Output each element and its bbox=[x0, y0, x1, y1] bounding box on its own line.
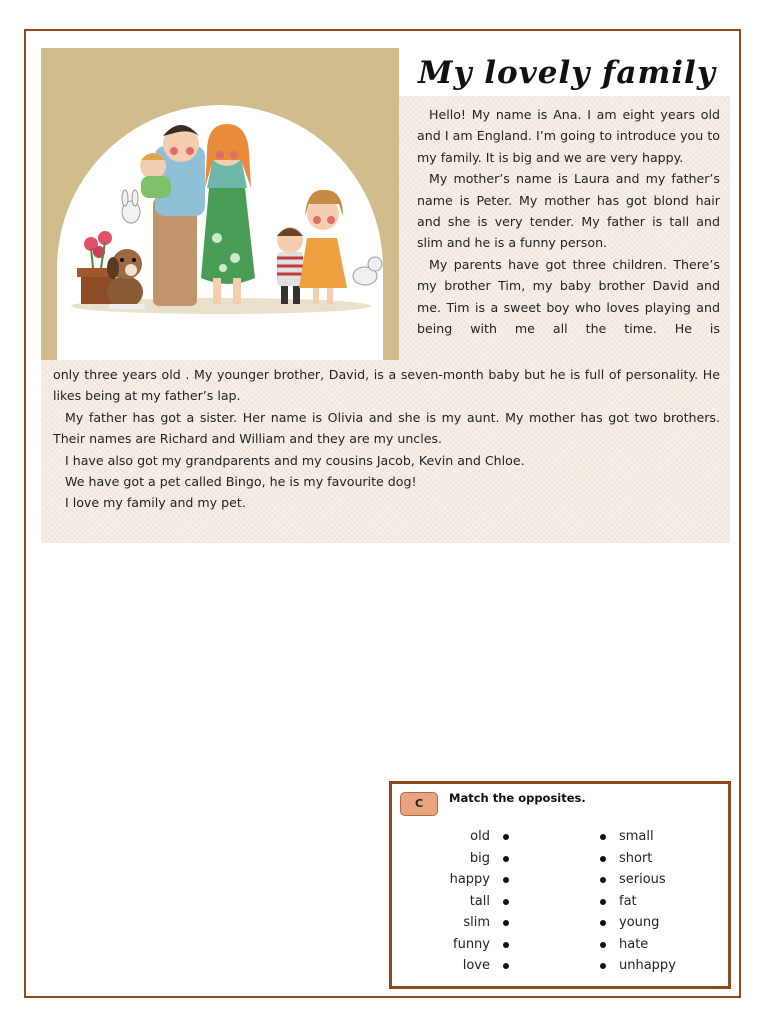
match-word-left[interactable] bbox=[432, 934, 512, 956]
word-label: tall bbox=[469, 893, 490, 909]
match-word-right[interactable] bbox=[597, 848, 717, 870]
story-text-top bbox=[417, 104, 720, 339]
match-word-left[interactable] bbox=[432, 848, 512, 870]
match-opposites-exercise bbox=[389, 781, 731, 989]
match-word-left[interactable] bbox=[432, 826, 512, 848]
bullet-dot-icon[interactable] bbox=[600, 899, 606, 905]
bullet-dot-icon[interactable] bbox=[600, 834, 606, 840]
match-word-right[interactable] bbox=[597, 912, 717, 934]
match-word-left[interactable] bbox=[432, 891, 512, 913]
page-title: My lovely family bbox=[418, 55, 716, 91]
word-label: small bbox=[619, 829, 654, 844]
bullet-dot-icon[interactable] bbox=[503, 856, 509, 862]
bullet-dot-icon[interactable] bbox=[503, 899, 509, 905]
left-word-column bbox=[432, 826, 512, 977]
exercise-badge: C bbox=[400, 792, 438, 816]
word-label: love bbox=[462, 958, 490, 973]
word-label: big bbox=[469, 850, 490, 866]
word-label: old bbox=[470, 829, 490, 844]
story-paragraph: Hello! My name is Ana. I am eight years old and I am England. I’m going to introduce you to my family. It is big and we are very happy. bbox=[417, 107, 720, 165]
word-label: funny bbox=[453, 936, 490, 952]
match-word-left[interactable] bbox=[432, 869, 512, 891]
bullet-dot-icon[interactable] bbox=[600, 877, 606, 883]
bullet-dot-icon[interactable] bbox=[503, 877, 509, 883]
word-label: young bbox=[619, 915, 660, 930]
word-label: slim bbox=[463, 915, 490, 930]
story-paragraph: My mother’s name is Laura and my father’s name is Peter. My mother has got blond hair and she is very tender. My father is tall and slim and he is a funny person. bbox=[417, 171, 720, 251]
word-label: serious bbox=[619, 872, 666, 887]
story-paragraph: I love my family and my pet. bbox=[65, 495, 246, 511]
word-label: unhappy bbox=[619, 958, 676, 973]
family-illustration bbox=[41, 48, 399, 360]
word-label: happy bbox=[449, 872, 490, 887]
bullet-dot-icon[interactable] bbox=[503, 834, 509, 840]
story-paragraph: only three years old . My younger brother, David, is a seven-month baby but he is full of personality. He likes being at my father’s lap. bbox=[53, 367, 720, 404]
exercise-title: Match the opposites. bbox=[449, 791, 586, 805]
story-text-bottom bbox=[53, 364, 720, 514]
right-word-column bbox=[597, 826, 717, 977]
bullet-dot-icon[interactable] bbox=[600, 920, 606, 926]
word-label: hate bbox=[619, 936, 649, 952]
bullet-dot-icon[interactable] bbox=[503, 920, 509, 926]
match-word-left[interactable] bbox=[432, 912, 512, 934]
story-paragraph: My parents have got three children. There’s my brother Tim, my baby brother David and me. Tim is a sweet boy who loves playing and being with me all the time. He is bbox=[417, 256, 720, 337]
match-word-right[interactable] bbox=[597, 934, 717, 956]
match-word-right[interactable] bbox=[597, 955, 717, 977]
bullet-dot-icon[interactable] bbox=[503, 942, 509, 948]
bullet-dot-icon[interactable] bbox=[600, 963, 606, 969]
match-word-right[interactable] bbox=[597, 891, 717, 913]
bullet-dot-icon[interactable] bbox=[503, 963, 509, 969]
bullet-dot-icon[interactable] bbox=[600, 942, 606, 948]
match-word-right[interactable] bbox=[597, 869, 717, 891]
family-illustration-icon bbox=[41, 48, 399, 360]
match-word-right[interactable] bbox=[597, 826, 717, 848]
bullet-dot-icon[interactable] bbox=[600, 856, 606, 862]
story-paragraph: My father has got a sister. Her name is Olivia and she is my aunt. My mother has got two brothers. Their names are Richard and William and they are my uncles. bbox=[53, 409, 720, 447]
word-label: short bbox=[619, 850, 653, 866]
story-paragraph: I have also got my grandparents and my cousins Jacob, Kevin and Chloe. bbox=[65, 452, 525, 468]
word-label: fat bbox=[619, 893, 637, 909]
story-paragraph: We have got a pet called Bingo, he is my favourite dog! bbox=[65, 474, 417, 490]
match-word-left[interactable] bbox=[432, 955, 512, 977]
